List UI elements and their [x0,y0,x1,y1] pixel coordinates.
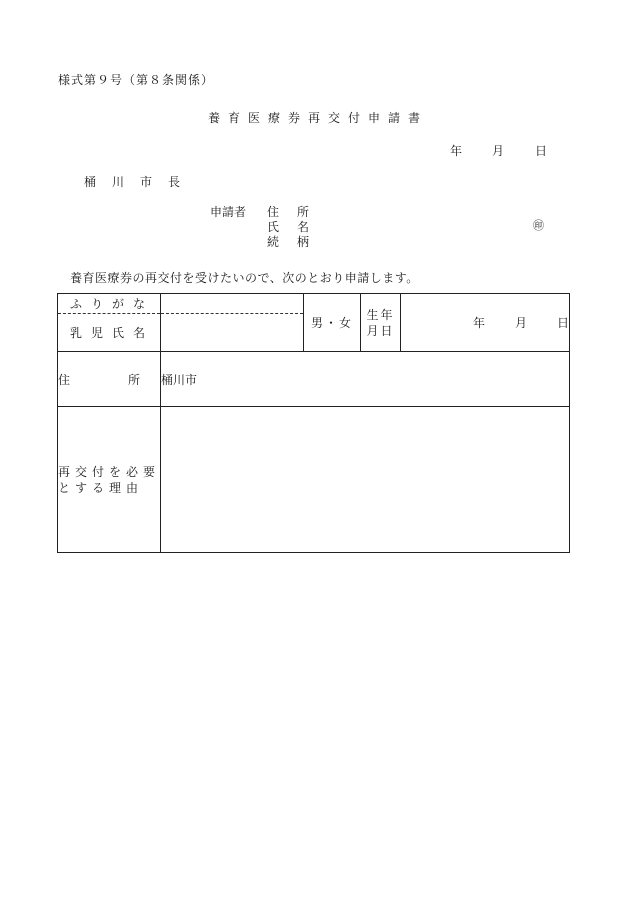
child-name-label-cell [58,294,161,352]
reason-label-cell [58,407,161,553]
application-table [57,293,570,553]
birth-date-input[interactable] [401,294,570,352]
reason-label-line1: 再交付を必要 [58,464,161,479]
reason-row [58,407,570,553]
address-row [58,352,570,407]
applicant-label: 申請者 [210,205,247,219]
addressee: 桶川市長 [84,175,197,189]
address-label-cell [58,352,161,407]
applicant-address-label: 住所 [267,205,328,219]
date-day-label: 日 [535,144,548,158]
child-name-label: 乳児氏名 [69,326,154,340]
reason-input[interactable] [161,407,570,553]
birth-day-label: 日 [556,316,569,330]
reason-label-line2: とする理由 [58,480,144,495]
birth-label-top: 生年 [366,307,395,322]
intro-text: 養育医療券の再交付を受けたいので、次のとおり申請します。 [70,271,419,285]
date-month-label: 月 [492,144,505,158]
applicant-name-label: 氏名 [267,220,328,234]
sex-selector[interactable]: 男・女 [304,294,361,352]
document-title: 養育医療券再交付申請書 [207,111,428,125]
birth-date-label [361,294,401,352]
form-number: 様式第９号（第８条関係） [58,73,215,87]
furigana-label: ふりがな [69,297,154,311]
birth-year-label: 年 [472,316,485,330]
seal-mark: ㊞ [533,219,544,232]
address-label-second: 所 [128,372,141,387]
furigana-input[interactable] [161,294,303,314]
applicant-relation-label: 続柄 [267,235,328,249]
child-name-input[interactable] [161,314,303,351]
address-label-first: 住 [58,372,71,387]
address-input[interactable]: 桶川市 [161,352,570,407]
birth-label-bottom: 月日 [366,323,395,338]
child-name-input-cell[interactable] [161,294,304,352]
birth-month-label: 月 [514,316,527,330]
child-row [58,294,570,352]
date-year-label: 年 [450,144,463,158]
